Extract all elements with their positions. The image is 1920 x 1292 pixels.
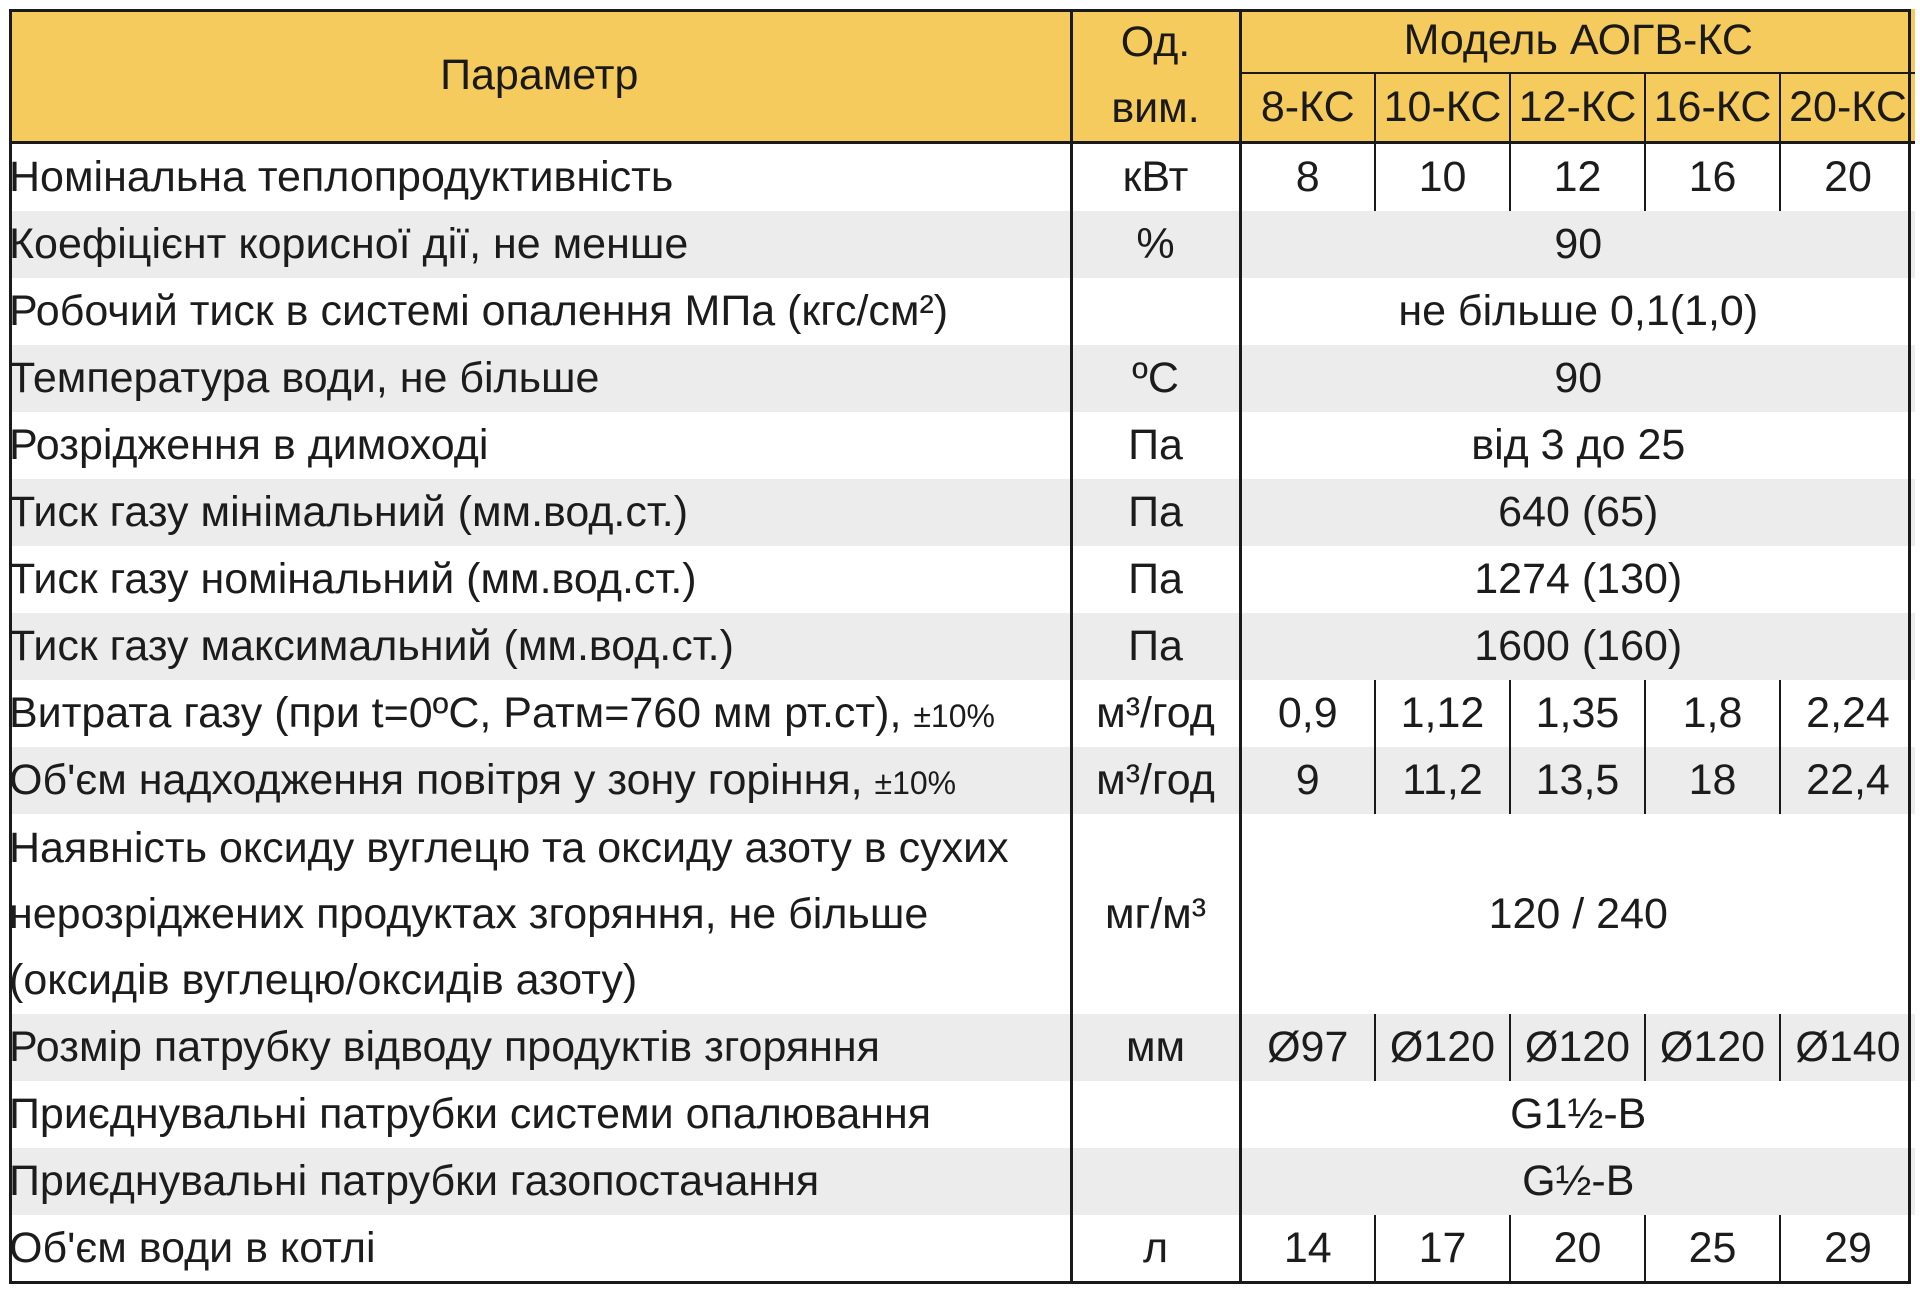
- unit-cell: мг/м³: [1071, 814, 1240, 1014]
- param-text: Об'єм надходження повітря у зону горіння,: [9, 756, 863, 804]
- value-cell: 1,12: [1375, 680, 1510, 747]
- value-cell: 20: [1510, 1215, 1645, 1282]
- table-row: [9, 1148, 1915, 1215]
- unit-cell: ºC: [1071, 345, 1240, 412]
- value-cell: Ø140: [1780, 1014, 1915, 1081]
- value-cell: 29: [1780, 1215, 1915, 1282]
- value-cell: від 3 до 25: [1471, 421, 1686, 469]
- tolerance-text: ±10%: [874, 765, 957, 801]
- table-row: [9, 278, 1915, 345]
- param-cell: [9, 814, 1071, 1014]
- value-cell: Ø120: [1645, 1014, 1780, 1081]
- value-cell: 90: [1240, 211, 1915, 278]
- table-row: [9, 479, 1915, 546]
- header-unit: [1071, 9, 1240, 143]
- value-cell: 18: [1645, 747, 1780, 814]
- unit-cell: Па: [1071, 479, 1240, 546]
- value-cell: 8: [1295, 153, 1320, 201]
- param-text: Витрата газу (при t=0ºC, Pатм=760 мм рт.ст),: [9, 689, 902, 737]
- value-cell: 16: [1645, 143, 1780, 212]
- value-cell: 14: [1283, 1224, 1332, 1272]
- specifications-table: [9, 9, 1915, 1282]
- param-text: Наявність оксиду вуглецю та оксиду азоту в сухих нерозріджених продуктах згоряння, не більше (оксидів вуглецю/оксидів азоту): [9, 824, 1009, 1004]
- value-cell: 1274 (130): [1474, 555, 1683, 603]
- value-cell: 20: [1780, 143, 1915, 212]
- unit-cell: Па: [1071, 546, 1240, 613]
- header-unit-line1: Од.: [1120, 18, 1191, 66]
- param-cell: Номінальна теплопродуктивність: [9, 143, 1071, 212]
- value-cell: 90: [1240, 345, 1915, 412]
- unit-cell: %: [1071, 211, 1240, 278]
- value-cell: 640 (65): [1240, 479, 1915, 546]
- header-unit-line2: вим.: [1111, 84, 1200, 132]
- param-cell: [9, 747, 1071, 814]
- param-cell: Тиск газу мінімальний (мм.вод.ст.): [9, 479, 1071, 546]
- header-model-title: Модель АОГВ-КС: [1240, 9, 1915, 73]
- tolerance-text: ±10%: [913, 698, 995, 734]
- unit-cell: Па: [1071, 412, 1240, 479]
- table-row: [9, 680, 1915, 747]
- table-row: [9, 1081, 1915, 1148]
- value-cell: 9: [1240, 747, 1375, 814]
- table-row: [9, 814, 1915, 1014]
- value-cell: 25: [1645, 1215, 1780, 1282]
- header-model-10ks: 10-КС: [1375, 73, 1510, 143]
- unit-cell: [1071, 1081, 1240, 1148]
- unit-cell: [1071, 278, 1240, 345]
- table-row: [9, 412, 1915, 479]
- value-cell: 17: [1375, 1215, 1510, 1282]
- value-cell: 0,9: [1277, 689, 1338, 737]
- value-cell: 1,35: [1510, 680, 1645, 747]
- value-cell: G½-B: [1240, 1148, 1915, 1215]
- param-cell: Приєднувальні патрубки системи опалювання: [9, 1081, 1071, 1148]
- param-cell: Температура води, не більше: [9, 345, 1071, 412]
- header-model-8ks: 8-КС: [1240, 73, 1375, 143]
- unit-cell: Па: [1071, 613, 1240, 680]
- table-row: [9, 345, 1915, 412]
- value-cell: 2,24: [1780, 680, 1915, 747]
- unit-cell: л: [1071, 1215, 1240, 1282]
- param-cell: Робочий тиск в системі опалення МПа (кгс/см²): [9, 278, 1071, 345]
- table-row: [9, 747, 1915, 814]
- value-cell: 12: [1510, 143, 1645, 212]
- param-cell: Тиск газу номінальний (мм.вод.ст.): [9, 546, 1071, 613]
- header-model-12ks: 12-КС: [1510, 73, 1645, 143]
- table-row: [9, 143, 1915, 212]
- param-cell: Тиск газу максимальний (мм.вод.ст.): [9, 613, 1071, 680]
- value-cell: G1½-B: [1510, 1090, 1647, 1138]
- unit-cell: мм: [1071, 1014, 1240, 1081]
- table-row: [9, 1014, 1915, 1081]
- header-model-20ks: 20-КС: [1780, 73, 1915, 143]
- value-cell: 1600 (160): [1240, 613, 1915, 680]
- value-cell: 10: [1375, 143, 1510, 212]
- value-cell: Ø97: [1240, 1014, 1375, 1081]
- value-cell: Ø120: [1375, 1014, 1510, 1081]
- table-row: [9, 546, 1915, 613]
- value-cell: Ø120: [1510, 1014, 1645, 1081]
- header-model-16ks: 16-КС: [1645, 73, 1780, 143]
- param-cell: Об'єм води в котлі: [9, 1215, 1071, 1282]
- value-cell: 22,4: [1780, 747, 1915, 814]
- unit-cell: кВт: [1071, 143, 1240, 212]
- table-row: [9, 613, 1915, 680]
- param-cell: Розмір патрубку відводу продуктів згоряння: [9, 1014, 1071, 1081]
- value-cell: 13,5: [1510, 747, 1645, 814]
- header-parameter: Параметр: [9, 9, 1071, 143]
- unit-cell: м³/год: [1071, 680, 1240, 747]
- param-cell: [9, 680, 1071, 747]
- value-cell: не більше 0,1(1,0): [1398, 287, 1759, 335]
- value-cell: 11,2: [1375, 747, 1510, 814]
- param-cell: Коефіцієнт корисної дії, не менше: [9, 211, 1071, 278]
- table-row: [9, 1215, 1915, 1282]
- value-cell: 120 / 240: [1488, 889, 1668, 938]
- unit-cell: [1071, 1148, 1240, 1215]
- param-cell: Приєднувальні патрубки газопостачання: [9, 1148, 1071, 1215]
- table-row: [9, 211, 1915, 278]
- param-cell: Розрідження в димоході: [9, 412, 1071, 479]
- value-cell: 1,8: [1645, 680, 1780, 747]
- unit-cell: м³/год: [1071, 747, 1240, 814]
